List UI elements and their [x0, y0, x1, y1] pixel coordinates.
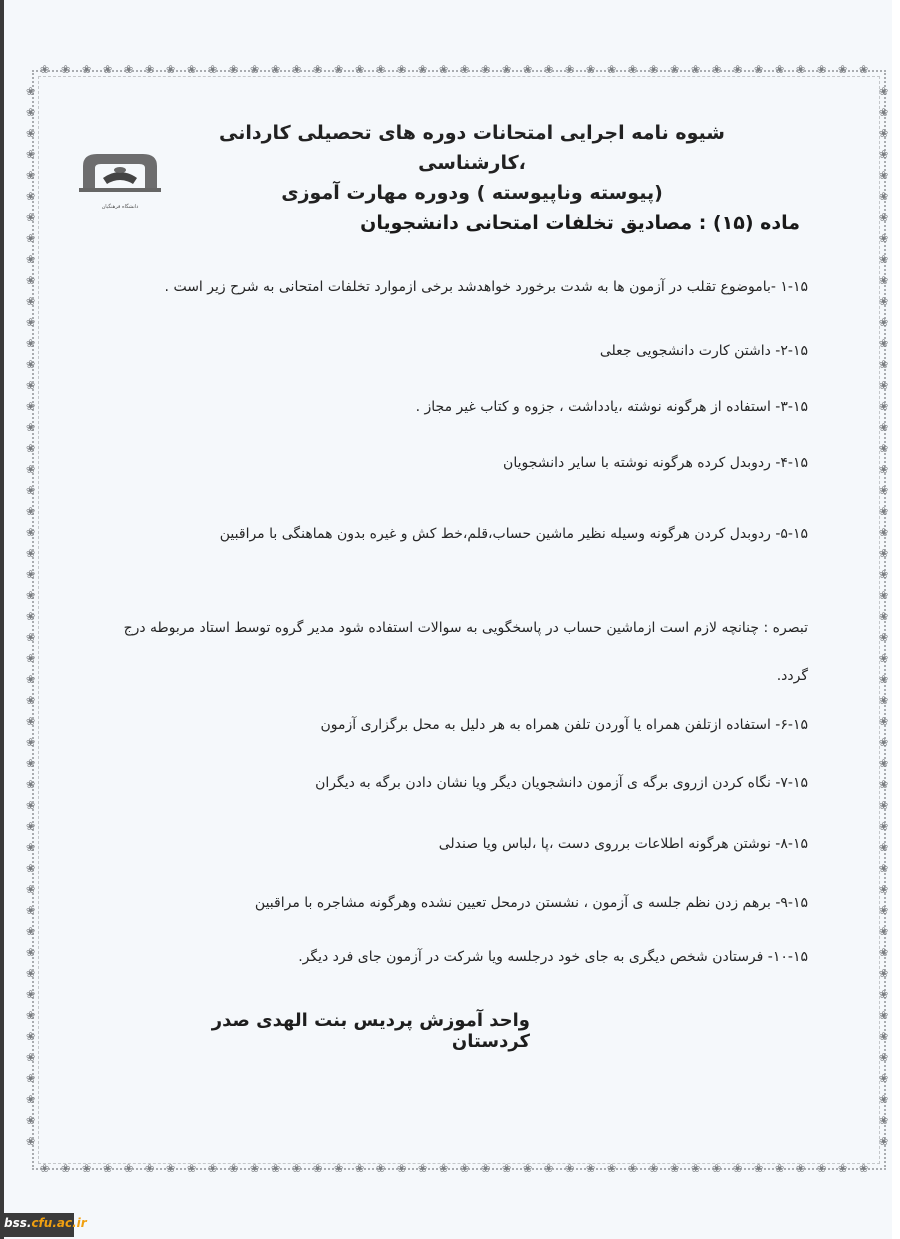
flower-ornament-icon: ❀ [879, 652, 889, 665]
flower-ornament-icon: ❀ [523, 1162, 533, 1175]
flower-ornament-icon: ❀ [271, 63, 281, 76]
flower-ornament-icon: ❀ [879, 757, 889, 770]
flower-ornament-icon: ❀ [26, 526, 36, 539]
flower-ornament-icon: ❀ [26, 568, 36, 581]
flower-ornament-icon: ❀ [26, 253, 36, 266]
flower-ornament-icon: ❀ [187, 1162, 197, 1175]
flower-ornament-icon: ❀ [691, 1162, 701, 1175]
flower-ornament-icon: ❀ [313, 1162, 323, 1175]
flower-ornament-icon: ❀ [26, 505, 36, 518]
flower-ornament-icon: ❀ [607, 63, 617, 76]
flower-ornament-icon: ❀ [775, 63, 785, 76]
flower-ornament-icon: ❀ [26, 1135, 36, 1148]
flower-ornament-icon: ❀ [26, 463, 36, 476]
flower-ornament-icon: ❀ [879, 778, 889, 791]
flower-ornament-icon: ❀ [376, 1162, 386, 1175]
flower-ornament-icon: ❀ [26, 1051, 36, 1064]
flower-ornament-icon: ❀ [103, 1162, 113, 1175]
flower-ornament-icon: ❀ [879, 274, 889, 287]
flower-ornament-icon: ❀ [26, 652, 36, 665]
flower-ornament-icon: ❀ [460, 1162, 470, 1175]
flower-ornament-icon: ❀ [26, 820, 36, 833]
flower-ornament-icon: ❀ [879, 484, 889, 497]
flower-ornament-icon: ❀ [397, 63, 407, 76]
flower-ornament-icon: ❀ [879, 631, 889, 644]
flower-ornament-icon: ❀ [754, 63, 764, 76]
flower-ornament-icon: ❀ [26, 148, 36, 161]
flower-ornament-icon: ❀ [355, 1162, 365, 1175]
flower-ornament-icon: ❀ [586, 63, 596, 76]
flower-ornament-icon: ❀ [691, 63, 701, 76]
flower-ornament-icon: ❀ [859, 63, 869, 76]
flower-ornament-icon: ❀ [40, 1162, 50, 1175]
flower-ornament-icon: ❀ [26, 547, 36, 560]
flower-ornament-icon: ❀ [26, 127, 36, 140]
flower-ornament-icon: ❀ [376, 63, 386, 76]
flower-ornament-icon: ❀ [397, 1162, 407, 1175]
flower-ornament-icon: ❀ [712, 63, 722, 76]
watermark-prefix: bss. [4, 1216, 32, 1230]
flower-ornament-icon: ❀ [879, 421, 889, 434]
flower-ornament-icon: ❀ [26, 757, 36, 770]
flower-ornament-icon: ❀ [26, 862, 36, 875]
flower-ornament-icon: ❀ [481, 63, 491, 76]
flower-ornament-icon: ❀ [124, 63, 134, 76]
flower-ornament-icon: ❀ [607, 1162, 617, 1175]
flower-ornament-icon: ❀ [523, 63, 533, 76]
flower-ornament-icon: ❀ [26, 841, 36, 854]
scan-left-edge [0, 0, 4, 1239]
flower-ornament-icon: ❀ [26, 169, 36, 182]
flower-ornament-icon: ❀ [879, 337, 889, 350]
flower-ornament-icon: ❀ [145, 63, 155, 76]
flower-ornament-icon: ❀ [879, 505, 889, 518]
flower-ornament-icon: ❀ [26, 736, 36, 749]
flower-ornament-icon: ❀ [879, 1072, 889, 1085]
flower-ornament-icon: ❀ [26, 1072, 36, 1085]
flower-ornament-icon: ❀ [26, 883, 36, 896]
flower-ornament-icon: ❀ [26, 1093, 36, 1106]
flower-ornament-icon: ❀ [418, 63, 428, 76]
flower-ornament-icon: ❀ [879, 1114, 889, 1127]
scan-right-edge [892, 0, 900, 1239]
flower-ornament-icon: ❀ [879, 1093, 889, 1106]
flower-ornament-icon: ❀ [879, 463, 889, 476]
flower-ornament-icon: ❀ [879, 547, 889, 560]
flower-ornament-icon: ❀ [733, 63, 743, 76]
flower-ornament-icon: ❀ [26, 904, 36, 917]
flower-ornament-icon: ❀ [26, 799, 36, 812]
violation-item-7: ۷-۱۵- نگاه کردن ازروی برگه ی آزمون دانشجویان دیگر ویا نشان دادن برگه به دیگران [315, 775, 808, 791]
flower-ornament-icon: ❀ [26, 694, 36, 707]
flower-ornament-icon: ❀ [879, 85, 889, 98]
flower-ornament-icon: ❀ [166, 1162, 176, 1175]
flower-ornament-icon: ❀ [26, 673, 36, 686]
flower-ornament-icon: ❀ [879, 232, 889, 245]
violation-item-8: ۸-۱۵- نوشتن هرگونه اطلاعات برروی دست ،پا ،لباس ویا صندلی [438, 836, 808, 852]
violation-item-2: ۲-۱۵- داشتن کارت دانشجویی جعلی [599, 343, 808, 359]
flower-ornament-icon: ❀ [879, 610, 889, 623]
flower-ornament-icon: ❀ [208, 1162, 218, 1175]
logo-caption: دانشگاه فرهنگیان [101, 204, 139, 210]
flower-ornament-icon: ❀ [26, 211, 36, 224]
flower-ornament-icon: ❀ [26, 442, 36, 455]
flower-ornament-icon: ❀ [879, 1135, 889, 1148]
flower-ornament-icon: ❀ [879, 904, 889, 917]
flower-ornament-icon: ❀ [879, 106, 889, 119]
flower-ornament-icon: ❀ [26, 358, 36, 371]
flower-ornament-icon: ❀ [26, 988, 36, 1001]
flower-ornament-icon: ❀ [292, 1162, 302, 1175]
flower-ornament-icon: ❀ [26, 400, 36, 413]
flower-ornament-icon: ❀ [879, 316, 889, 329]
flower-ornament-icon: ❀ [649, 1162, 659, 1175]
flower-ornament-icon: ❀ [565, 63, 575, 76]
title-line-2: (پیوسته وناپیوسته ) ودوره مهارت آموزی [281, 182, 663, 204]
flower-ornament-icon: ❀ [166, 63, 176, 76]
flower-ornament-icon: ❀ [879, 211, 889, 224]
watermark-domain: cfu.ac.ir [31, 1216, 87, 1230]
flower-ornament-icon: ❀ [26, 925, 36, 938]
flower-ornament-icon: ❀ [879, 946, 889, 959]
flower-ornament-icon: ❀ [879, 379, 889, 392]
flower-ornament-icon: ❀ [26, 631, 36, 644]
flower-ornament-icon: ❀ [879, 841, 889, 854]
flower-ornament-icon: ❀ [26, 967, 36, 980]
flower-ornament-icon: ❀ [26, 379, 36, 392]
flower-ornament-icon: ❀ [817, 63, 827, 76]
flower-ornament-icon: ❀ [544, 1162, 554, 1175]
flower-ornament-icon: ❀ [796, 1162, 806, 1175]
flower-ornament-icon: ❀ [229, 63, 239, 76]
flower-ornament-icon: ❀ [313, 63, 323, 76]
flower-ornament-icon: ❀ [879, 820, 889, 833]
flower-ornament-icon: ❀ [26, 610, 36, 623]
flower-ornament-icon: ❀ [124, 1162, 134, 1175]
flower-ornament-icon: ❀ [817, 1162, 827, 1175]
flower-ornament-icon: ❀ [187, 63, 197, 76]
flower-ornament-icon: ❀ [879, 715, 889, 728]
violation-item-1: ۱-۱۵ -باموضوع تقلب در آزمون ها به شدت برخورد خواهدشد برخی ازموارد تخلفات امتحانی به شرح زیر است . [164, 279, 808, 295]
violation-item-4: ۴-۱۵- ردوبدل کرده هرگونه نوشته با سایر دانشجویان [503, 455, 808, 471]
flower-ornament-icon: ❀ [879, 1009, 889, 1022]
flower-ornament-icon: ❀ [26, 232, 36, 245]
flower-ornament-icon: ❀ [586, 1162, 596, 1175]
violation-item-3: ۳-۱۵- استفاده از هرگونه نوشته ،یادداشت ، جزوه و کتاب غیر مجاز . [415, 399, 808, 415]
flower-ornament-icon: ❀ [879, 295, 889, 308]
flower-ornament-icon: ❀ [879, 169, 889, 182]
flower-ornament-icon: ❀ [879, 883, 889, 896]
flower-ornament-icon: ❀ [879, 190, 889, 203]
flower-ornament-icon: ❀ [879, 925, 889, 938]
flower-ornament-icon: ❀ [733, 1162, 743, 1175]
flower-ornament-icon: ❀ [879, 1051, 889, 1064]
flower-ornament-icon: ❀ [26, 1114, 36, 1127]
violation-item-6: ۶-۱۵- استفاده ازتلفن همراه یا آوردن تلفن همراه به هر دلیل به محل برگزاری آزمون [320, 717, 808, 733]
flower-ornament-icon: ❀ [26, 715, 36, 728]
flower-ornament-icon: ❀ [61, 1162, 71, 1175]
flower-ornament-icon: ❀ [879, 862, 889, 875]
signature-unit: واحد آموزش پردیس بنت الهدی صدر کردستان [211, 1010, 530, 1052]
violation-item-10: ۱۰-۱۵- فرستادن شخص دیگری به جای خود درجلسه ویا شرکت در آزمون جای فرد دیگر. [298, 949, 808, 965]
flower-ornament-icon: ❀ [879, 736, 889, 749]
flower-ornament-icon: ❀ [250, 1162, 260, 1175]
flower-ornament-icon: ❀ [775, 1162, 785, 1175]
flower-ornament-icon: ❀ [859, 1162, 869, 1175]
flower-ornament-icon: ❀ [628, 1162, 638, 1175]
flower-ornament-icon: ❀ [229, 1162, 239, 1175]
flower-ornament-icon: ❀ [439, 63, 449, 76]
flower-ornament-icon: ❀ [292, 63, 302, 76]
flower-ornament-icon: ❀ [712, 1162, 722, 1175]
flower-ornament-icon: ❀ [334, 1162, 344, 1175]
flower-ornament-icon: ❀ [460, 63, 470, 76]
flower-ornament-icon: ❀ [879, 589, 889, 602]
flower-ornament-icon: ❀ [879, 526, 889, 539]
logo-emblem-icon [75, 148, 165, 198]
flower-ornament-icon: ❀ [26, 295, 36, 308]
flower-ornament-icon: ❀ [26, 85, 36, 98]
flower-ornament-icon: ❀ [250, 63, 260, 76]
flower-ornament-icon: ❀ [26, 778, 36, 791]
flower-ornament-icon: ❀ [82, 1162, 92, 1175]
flower-ornament-icon: ❀ [26, 190, 36, 203]
flower-ornament-icon: ❀ [502, 63, 512, 76]
flower-ornament-icon: ❀ [271, 1162, 281, 1175]
flower-ornament-icon: ❀ [26, 946, 36, 959]
flower-ornament-icon: ❀ [103, 63, 113, 76]
flower-ornament-icon: ❀ [26, 1009, 36, 1022]
flower-ornament-icon: ❀ [26, 316, 36, 329]
flower-ornament-icon: ❀ [481, 1162, 491, 1175]
flower-ornament-icon: ❀ [879, 673, 889, 686]
note-paragraph: تبصره : چنانچه لازم است ازماشین حساب در پاسخگویی به سوالات استفاده شود مدیر گروه توسط استاد مربوطه درج گردد. [123, 620, 808, 684]
flower-ornament-icon: ❀ [439, 1162, 449, 1175]
flower-ornament-icon: ❀ [649, 63, 659, 76]
flower-ornament-icon: ❀ [879, 400, 889, 413]
flower-ornament-icon: ❀ [82, 63, 92, 76]
flower-ornament-icon: ❀ [796, 63, 806, 76]
flower-ornament-icon: ❀ [879, 988, 889, 1001]
flower-ornament-icon: ❀ [26, 589, 36, 602]
flower-ornament-icon: ❀ [670, 1162, 680, 1175]
document-title [162, 118, 782, 208]
flower-ornament-icon: ❀ [628, 63, 638, 76]
flower-ornament-icon: ❀ [145, 1162, 155, 1175]
site-watermark[interactable] [0, 1213, 87, 1237]
flower-ornament-icon: ❀ [40, 63, 50, 76]
title-line-1: شیوه نامه اجرایی امتحانات دوره های تحصیلی کاردانی ،کارشناسی [218, 122, 725, 174]
flower-ornament-icon: ❀ [838, 1162, 848, 1175]
flower-ornament-icon: ❀ [544, 63, 554, 76]
flower-ornament-icon: ❀ [879, 967, 889, 980]
flower-ornament-icon: ❀ [565, 1162, 575, 1175]
flower-ornament-icon: ❀ [879, 568, 889, 581]
flower-ornament-icon: ❀ [838, 63, 848, 76]
flower-ornament-icon: ❀ [879, 694, 889, 707]
flower-ornament-icon: ❀ [355, 63, 365, 76]
flower-ornament-icon: ❀ [26, 337, 36, 350]
flower-ornament-icon: ❀ [879, 253, 889, 266]
flower-ornament-icon: ❀ [879, 358, 889, 371]
flower-ornament-icon: ❀ [26, 106, 36, 119]
flower-ornament-icon: ❀ [61, 63, 71, 76]
flower-ornament-icon: ❀ [334, 63, 344, 76]
flower-ornament-icon: ❀ [26, 1030, 36, 1043]
flower-ornament-icon: ❀ [418, 1162, 428, 1175]
flower-ornament-icon: ❀ [670, 63, 680, 76]
flower-ornament-icon: ❀ [754, 1162, 764, 1175]
article-heading: ماده (۱۵) : مصادیق تخلفات امتحانی دانشجویان [360, 212, 800, 234]
flower-ornament-icon: ❀ [26, 484, 36, 497]
flower-ornament-icon: ❀ [879, 148, 889, 161]
flower-ornament-icon: ❀ [26, 421, 36, 434]
violation-item-9: ۹-۱۵- برهم زدن نظم جلسه ی آزمون ، نشستن درمحل تعیین نشده وهرگونه مشاجره با مراقبین [254, 895, 808, 911]
flower-ornament-icon: ❀ [879, 799, 889, 812]
violation-item-5: ۵-۱۵- ردوبدل کردن هرگونه وسیله نظیر ماشین حساب،قلم،خط کش و غیره بدون هماهنگی با مراقبین [219, 526, 808, 542]
flower-ornament-icon: ❀ [879, 127, 889, 140]
flower-ornament-icon: ❀ [879, 1030, 889, 1043]
flower-ornament-icon: ❀ [502, 1162, 512, 1175]
flower-ornament-icon: ❀ [26, 274, 36, 287]
flower-ornament-icon: ❀ [879, 442, 889, 455]
flower-ornament-icon: ❀ [208, 63, 218, 76]
